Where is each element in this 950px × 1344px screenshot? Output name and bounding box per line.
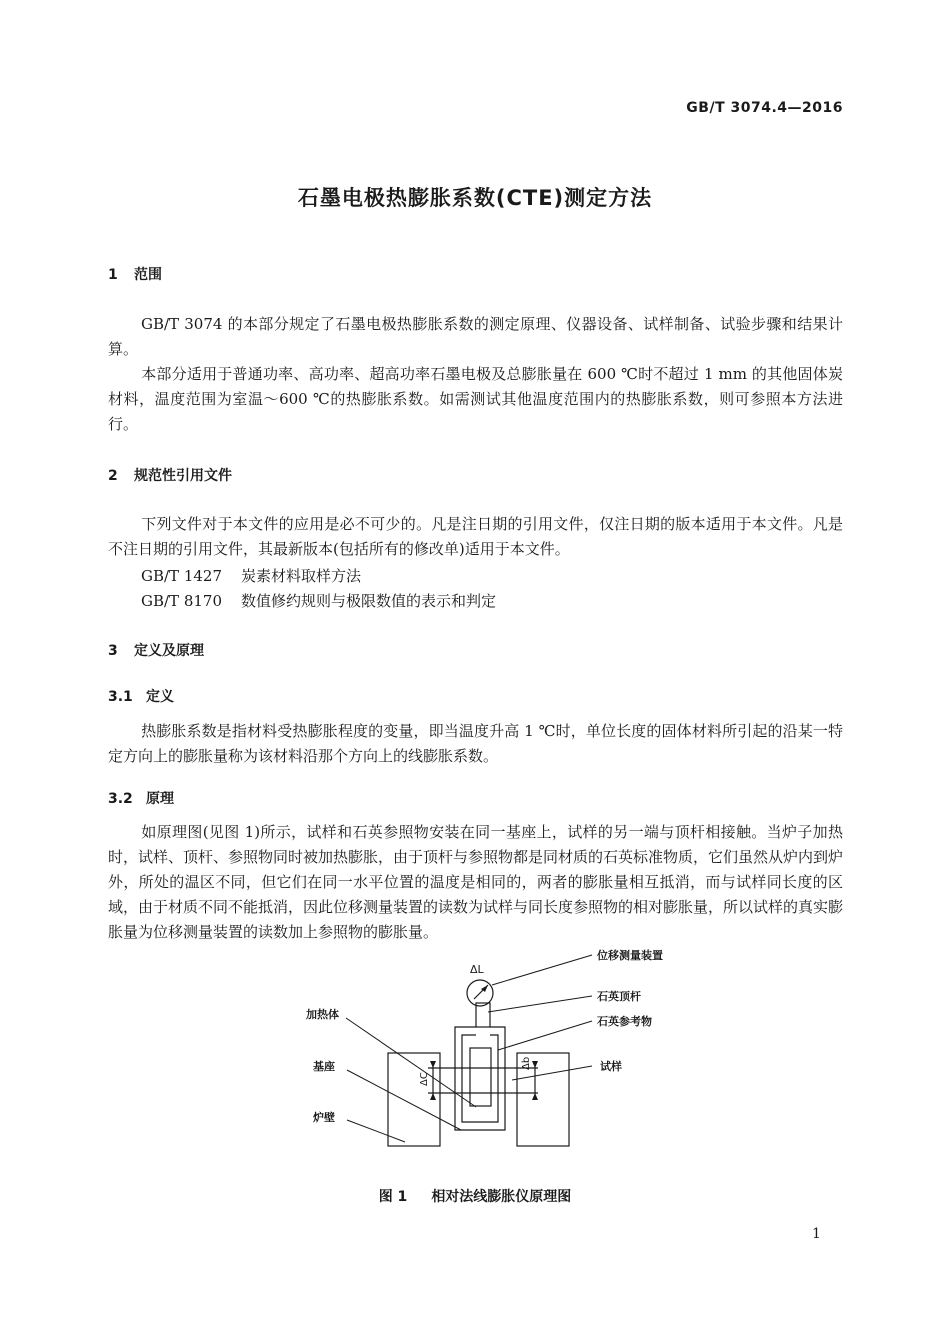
label-dC: ΔC [419, 1072, 430, 1086]
page-number: 1 [812, 1226, 821, 1242]
leader-heater [346, 1018, 476, 1107]
arrow-head [532, 1061, 538, 1068]
paragraph-text: 热膨胀系数是指材料受热膨胀程度的变量，即当温度升高 1 ℃时，单位长度的固体材料所引起的沿某一特定方向上的膨胀量称为该材料沿那个方向上的线膨胀系数。 [108, 722, 843, 765]
paragraph-text: GB/T 3074 的本部分规定了石墨电极热膨胀系数的测定原理、仪器设备、试样制备、试验步骤和结果计算。 [108, 315, 843, 358]
reference-title: 数值修约规则与极限数值的表示和判定 [241, 592, 497, 610]
label-specimen: 试样 [600, 1060, 622, 1073]
arrow-head [430, 1061, 436, 1068]
reference-code: GB/T 1427 [141, 567, 223, 585]
section-title: 原理 [146, 791, 174, 807]
label-db: Δb [521, 1056, 532, 1070]
reference-code: GB/T 8170 [141, 592, 223, 610]
section-number: 1 [108, 267, 118, 283]
figure-number: 图 1 [378, 1189, 408, 1205]
section-number: 3.2 [108, 791, 133, 807]
label-furnace-wall: 炉壁 [313, 1111, 335, 1124]
section-title: 规范性引用文件 [134, 468, 232, 484]
standard-number: GB/T 3074.4—2016 [686, 100, 843, 116]
leader-reference [498, 1021, 592, 1050]
reference-title: 炭素材料取样方法 [241, 567, 362, 585]
label-dL: ΔL [470, 963, 484, 976]
leader-pushrod [488, 996, 592, 1012]
leader-displacement [492, 955, 592, 985]
arrow-head [532, 1093, 538, 1100]
section-number: 2 [108, 468, 118, 484]
paragraph-text: 如原理图(见图 1)所示，试样和石英参照物安装在同一基座上，试样的另一端与顶杆相接触。当炉子加热时，试样、顶杆、参照物同时被加热膨胀，由于顶杆与参照物都是同材质的石英标准物质，它们虽然从炉内到炉外，所处的温区不同，但它们在同一水平位置的温度是相同的，两者的膨胀量相互抵消，而与试样同长度的区域，由于材质不同不能抵消，因此位移测量装置的读数为试样与同长度参照物的相对膨胀量，所以试样的真实膨胀量为位移测量装置的读数加上参照物的膨胀量。 [108, 823, 844, 941]
section-title: 定义 [146, 689, 174, 705]
label-heater: 加热体 [306, 1008, 339, 1021]
document-title: 石墨电极热膨胀系数(CTE)测定方法 [297, 186, 653, 210]
figure-caption [0, 1186, 950, 1206]
label-displacement-device: 位移测量装置 [597, 949, 663, 962]
specimen [470, 1048, 491, 1106]
paragraph-text: 下列文件对于本文件的应用是必不可少的。凡是注日期的引用文件，仅注日期的版本适用于本文件。凡是不注日期的引用文件，其最新版本(包括所有的修改单)适用于本文件。 [108, 515, 843, 558]
section-title: 范围 [134, 267, 162, 283]
arrow-head [430, 1093, 436, 1100]
section-number: 3 [108, 643, 118, 659]
leader-wall [347, 1120, 405, 1142]
label-quartz-pushrod: 石英顶杆 [597, 990, 641, 1003]
section-title: 定义及原理 [134, 643, 204, 659]
paragraph-text: 本部分适用于普通功率、高功率、超高功率石墨电极及总膨胀量在 600 ℃时不超过 1 mm 的其他固体炭材料，温度范围为室温～600 ℃的热膨胀系数。如需测试其他温度范围内的热膨胀系数，则可参照本方法进行。 [108, 365, 843, 433]
leader-base [347, 1070, 461, 1130]
label-base: 基座 [313, 1060, 335, 1073]
figure-title: 相对法线膨胀仪原理图 [431, 1189, 572, 1205]
quartz-pushrod [476, 1003, 490, 1027]
label-quartz-reference: 石英参考物 [597, 1015, 652, 1028]
section-number: 3.1 [108, 689, 133, 705]
